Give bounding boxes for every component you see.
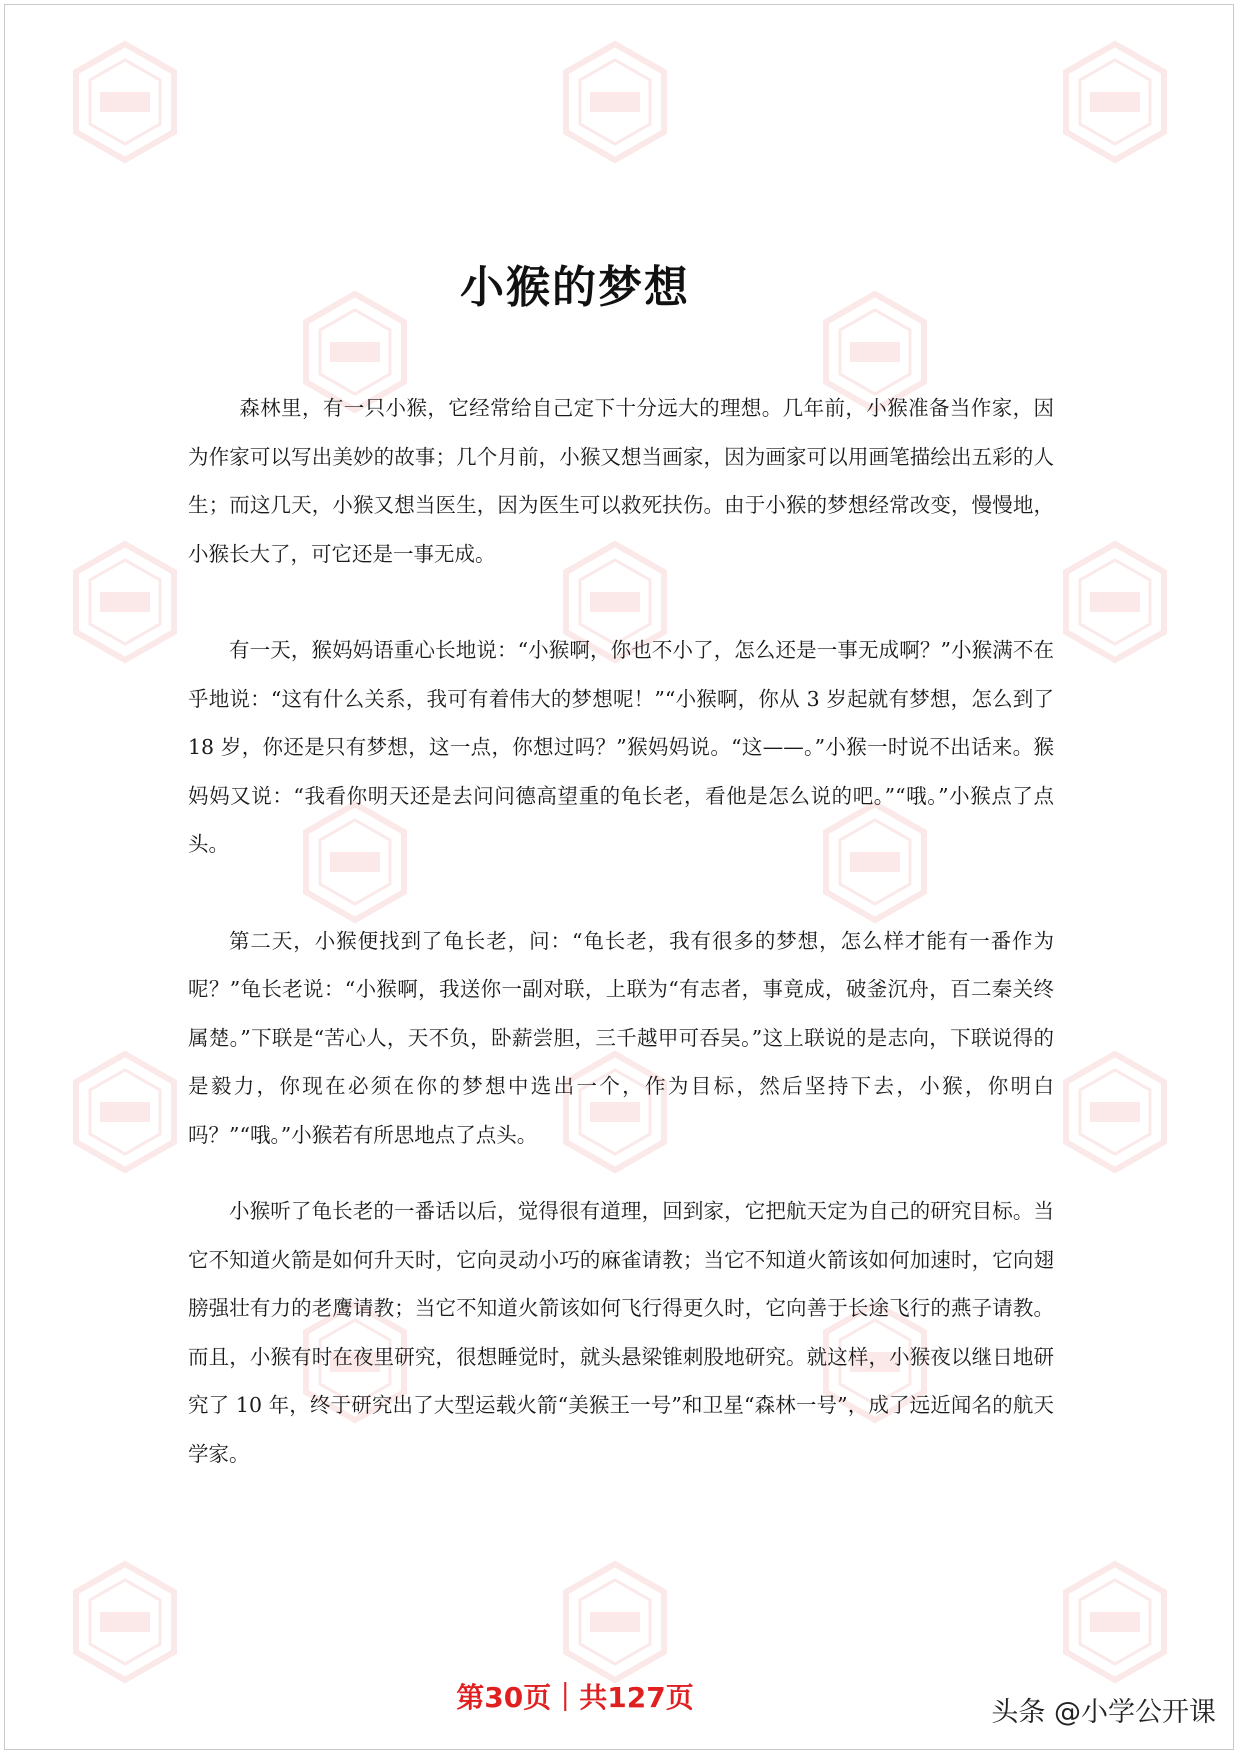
document-body (188, 384, 1054, 1478)
page-indicator: 第30页｜共127页 (456, 1681, 694, 1714)
hexagon-logo-icon (1060, 1050, 1170, 1174)
hexagon-logo-icon (1060, 1560, 1170, 1684)
source-credit: 头条 @小学公开课 (991, 1697, 1216, 1728)
paragraph: 森林里，有一只小猴，它经常给自己定下十分远大的理想。几年前，小猴准备当作家，因为作家可以写出美妙的故事；几个月前，小猴又想当画家，因为画家可以用画笔描绘出五彩的人生；而这几天，小猴又想当医生，因为医生可以救死扶伤。由于小猴的梦想经常改变，慢慢地，小猴长大了，可它还是一事无成。 (188, 396, 1054, 566)
paragraph: 第二天，小猴便找到了龟长老，问：“龟长老，我有很多的梦想，怎么样才能有一番作为呢？”龟长老说：“小猴啊，我送你一副对联，上联为“有志者，事竟成，破釜沉舟，百二秦关终属楚。”下联是“苦心人，天不负，卧薪尝胆，三千越甲可吞吴。”这上联说的是志向，下联说得的是毅力，你现在必须在你的梦想中选出一个，作为目标，然后坚持下去，小猴，你明白吗？”“哦。”小猴若有所思地点了点头。 (188, 928, 1054, 1147)
document-title: 小猴的梦想 (460, 262, 690, 314)
hexagon-logo-icon (1060, 540, 1170, 664)
hexagon-logo-icon (1060, 40, 1170, 164)
hexagon-logo-icon (560, 40, 670, 164)
hexagon-logo-icon (70, 540, 180, 664)
hexagon-logo-icon (560, 1560, 670, 1684)
paragraph: 有一天，猴妈妈语重心长地说：“小猴啊，你也不小了，怎么还是一事无成啊？”小猴满不在乎地说：“这有什么关系，我可有着伟大的梦想呢！”“小猴啊，你从 3 岁起就有梦想，怎么到了 18 岁，你还是只有梦想，这一点，你想过吗？”猴妈妈说。“这——。”小猴一时说不出话来。猴妈妈又说：“我看你明天还是去问问德高望重的龟长老，看他是怎么说的吧。”“哦。”小猴点了点头。 (188, 638, 1054, 856)
hexagon-logo-icon (70, 1560, 180, 1684)
hexagon-logo-icon (70, 40, 180, 164)
paragraph: 小猴听了龟长老的一番话以后，觉得很有道理，回到家，它把航天定为自己的研究目标。当它不知道火箭是如何升天时，它向灵动小巧的麻雀请教；当它不知道火箭该如何加速时，它向翅膀强壮有力的老鹰请教；当它不知道火箭该如何飞行得更久时，它向善于长途飞行的燕子请教。而且，小猴有时在夜里研究，很想睡觉时，就头悬梁锥刺股地研究。就这样，小猴夜以继日地研究了 10 年，终于研究出了大型运载火箭“美猴王一号”和卫星“森林一号”，成了远近闻名的航天学家。 (188, 1199, 1054, 1466)
hexagon-logo-icon (70, 1050, 180, 1174)
